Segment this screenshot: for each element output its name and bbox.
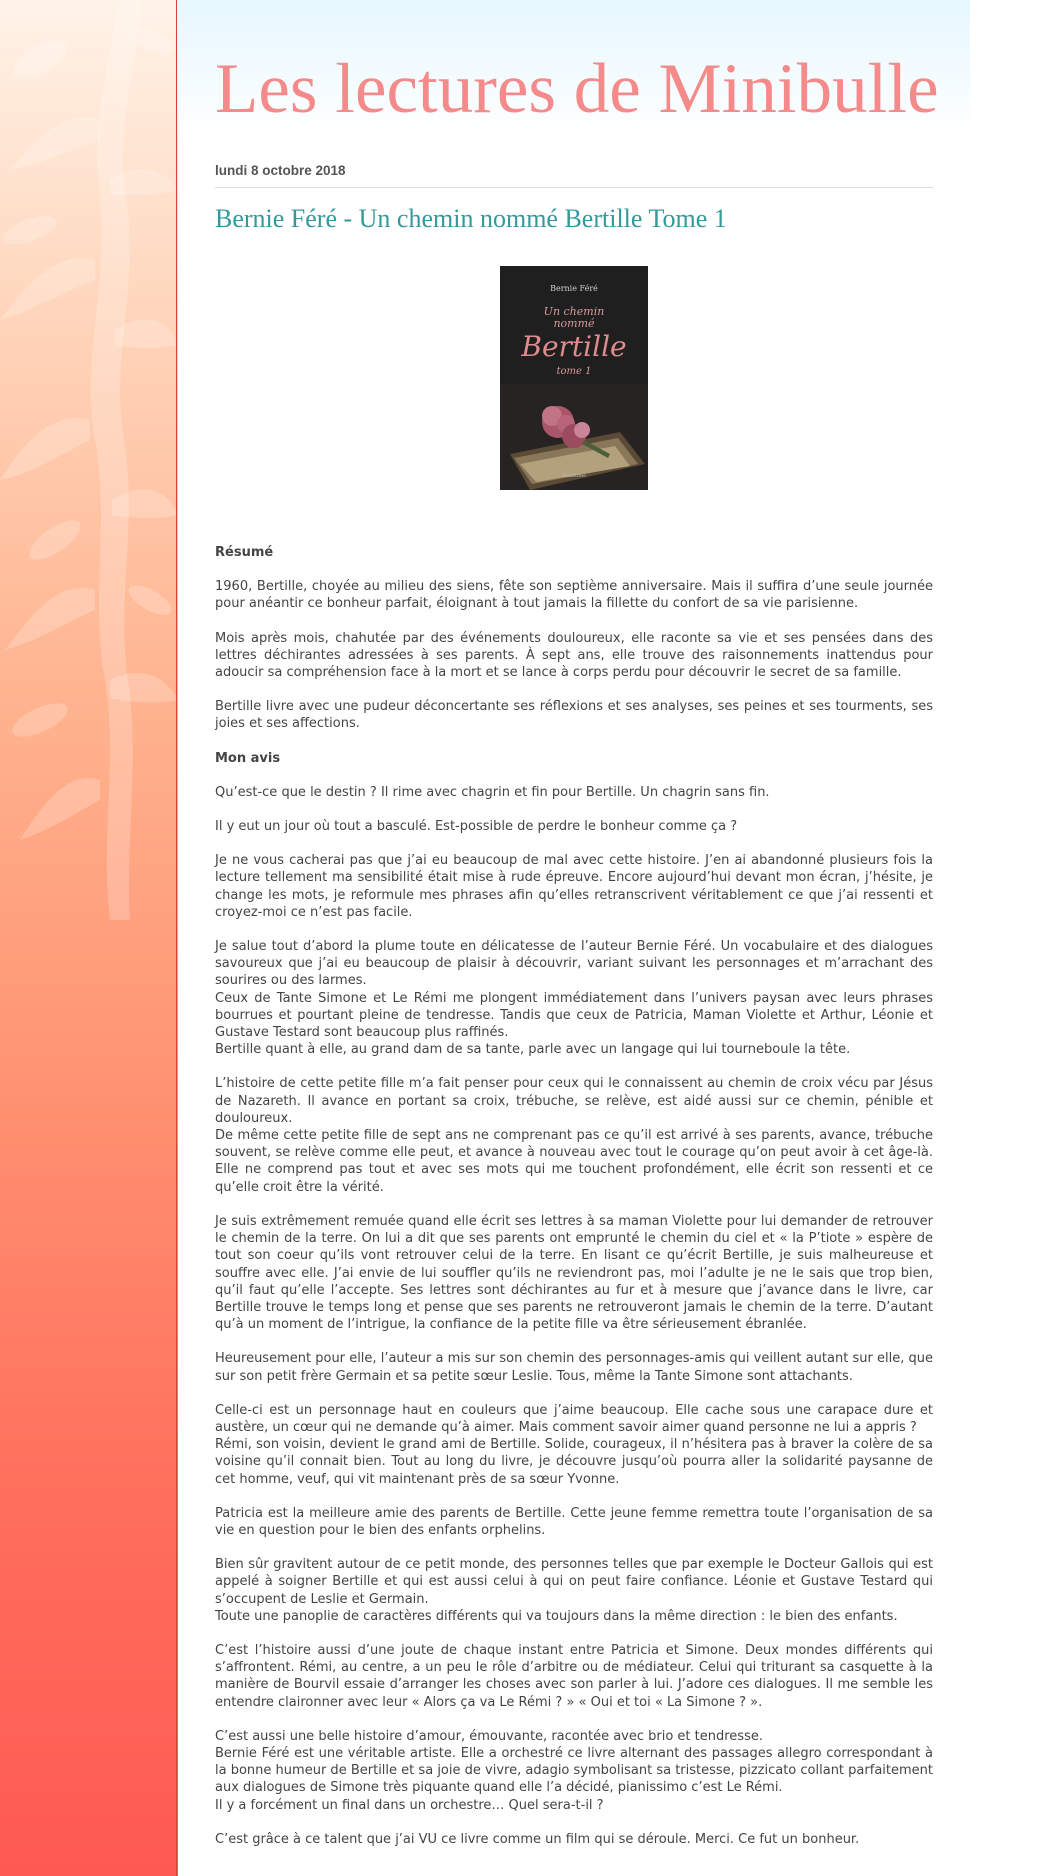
body-paragraph: Celle-ci est un personnage haut en couleurs que j’aime beaucoup. Elle cache sous une carapace dure et austère, un cœur qui ne demande qu’à aimer. Mais comment savoir aimer quand personne ne lui a appris ? bbox=[215, 1402, 933, 1435]
body-paragraph: Toute une panoplie de caractères différents qui va toujours dans la même direction : le bien des enfants. bbox=[215, 1608, 898, 1624]
paragraph-spacer bbox=[215, 733, 933, 750]
body-paragraph: Je ne vous cacherai pas que j’ai eu beaucoup de mal avec cette histoire. J’en ai abandonné plusieurs fois la lecture tellement ma sensibilité était mise à rude épreuve. Encore aujourd’hui devant mon écran, j’hésite, je change les mots, je reformule mes phrases afin qu’elles retranscrivent véritablement ce que j’ai ressenti et croyez-moi ce n’est pas facile. bbox=[215, 853, 933, 920]
cover-volume: tome 1 bbox=[556, 366, 592, 377]
blog-title[interactable]: Les lectures de Minibulle bbox=[215, 50, 939, 128]
paragraph-spacer bbox=[215, 835, 933, 852]
cover-title-main: Bertille bbox=[521, 330, 627, 363]
book-cover-image[interactable] bbox=[500, 266, 648, 490]
paragraph-spacer bbox=[215, 801, 933, 818]
paragraph-spacer bbox=[215, 1488, 933, 1505]
cover-author: Bernie Féré bbox=[550, 284, 598, 293]
body-paragraph: C’est grâce à ce talent que j’ai VU ce livre comme un film qui se déroule. Merci. Ce fut un bonheur. bbox=[215, 1831, 860, 1847]
body-paragraph: Il y a forcément un final dans un orchestre… Quel sera-t-il ? bbox=[215, 1797, 604, 1813]
body-paragraph: Rémi, son voisin, devient le grand ami de Bertille. Solide, courageux, il n’hésitera pas à braver la colère de sa voisine qu’il connait bien. Tout au long du livre, je découvre jusqu’où pourra aller la solidarité paysanne de cet homme, veuf, qui vit maintenant près de sa sœur Yvonne. bbox=[215, 1437, 933, 1487]
body-paragraph: Qu’est-ce que le destin ? Il rime avec chagrin et fin pour Bertille. Un chagrin sans fin. bbox=[215, 784, 770, 800]
section-heading: Résumé bbox=[215, 545, 274, 560]
paragraph-spacer bbox=[215, 1333, 933, 1350]
paragraph-spacer bbox=[215, 1058, 933, 1075]
body-paragraph: C’est aussi une belle histoire d’amour, émouvante, racontée avec brio et tendresse. bbox=[215, 1728, 763, 1744]
body-paragraph: 1960, Bertille, choyée au milieu des siens, fête son septième anniversaire. Mais il suffira d’une seule journée pour anéantir ce bonheur parfait, éloignant à tout jamais la fillette du confort de sa vie parisienne. bbox=[215, 579, 933, 612]
decorative-sidebar bbox=[0, 0, 178, 1876]
body-paragraph: Il y eut un jour où tout a basculé. Est-possible de perdre le bonheur comme ça ? bbox=[215, 819, 738, 835]
body-paragraph: Bertille livre avec une pudeur déconcertante ses réflexions et ses analyses, ses peines et ses tourments, ses joies et ses affections. bbox=[215, 699, 933, 732]
body-paragraph: Mois après mois, chahutée par des événements douloureux, elle raconte sa vie et ses pensées dans des lettres déchirantes adressées à ses parents. À sept ans, elle trouve des raisonnements inattendus pour adoucir sa compréhension face à la mort et se lance à corps perdu pour découvrir le secret de sa famille. bbox=[215, 630, 933, 681]
paragraph-spacer bbox=[215, 681, 933, 698]
section-heading: Mon avis bbox=[215, 750, 281, 766]
body-paragraph: De même cette petite fille de sept ans ne comprenant pas ce qu’il est arrivé à ses parents, avance, trébuche souvent, se relève comme elle peut, et avance à nouveau avec tout le courage qu’on peut avoir à cet âge-là. Elle ne comprend pas tout et avec ses mots qui me touchent profondément, elle écrit son ressenti et ce qu’elle croit être la vérité. bbox=[215, 1128, 933, 1195]
paragraph-spacer bbox=[215, 613, 933, 630]
paragraph-spacer bbox=[215, 1385, 933, 1402]
paragraph-spacer bbox=[215, 921, 933, 938]
body-paragraph: Heureusement pour elle, l’auteur a mis sur son chemin des personnages-amis qui veillent autant sur elle, que sur son petit frère Germain et sa petite sœur Leslie. Tous, même la Tante Simone sont attachants. bbox=[215, 1351, 933, 1384]
body-paragraph: Je suis extrêmement remuée quand elle écrit ses lettres à sa maman Violette pour lui demander de retrouver le chemin de la terre. On lui a dit que ses parents ont emprunté le chemin du ciel et « la P’tiote » espère de tout son coeur qu’ils vont retrouver celui de la terre. En lisant ce qu’écrit Bertille, je suis malheureuse et souffre avec elle. J’ai envie de lui souffler qu’ils ne reviendront pas, moi l’adulte je ne le sais que trop bien, qu’il faut qu’elle l’accepte. Ses lettres sont déchirantes au fur et à mesure que j’avance dans le livre, car Bertille trouve le temps long et pense que ses parents ne retrouveront jamais le chemin de la terre. D’autant qu’à un moment de l’intrigue, la confiance de la petite fille va être sérieusement ébranlée. bbox=[215, 1213, 933, 1333]
paragraph-spacer bbox=[215, 767, 933, 784]
body-paragraph: Patricia est la meilleure amie des parents de Bertille. Cette jeune femme remettra toute l’organisation de sa vie en question pour le bien des enfants orphelins. bbox=[215, 1505, 933, 1538]
post-body bbox=[215, 544, 933, 1848]
sidebar-border bbox=[176, 0, 177, 1876]
paragraph-spacer bbox=[215, 1539, 933, 1556]
body-paragraph: Bertille quant à elle, au grand dam de sa tante, parle avec un langage qui lui tourneboule la tête. bbox=[215, 1042, 851, 1058]
post-date: lundi 8 octobre 2018 bbox=[215, 163, 933, 188]
body-paragraph: Bien sûr gravitent autour de ce petit monde, des personnes telles que par exemple le Docteur Gallois qui est appelé à soigner Bertille et qui est aussi celui à qui on peut faire confiance. Léonie et Gustave Testard qui s’occupent de Leslie et Germain. bbox=[215, 1557, 933, 1607]
post-title[interactable]: Bernie Féré - Un chemin nommé Bertille Tome 1 bbox=[215, 204, 727, 233]
body-paragraph: Bernie Féré est une véritable artiste. Elle a orchestré ce livre alternant des passages allegro correspondant à la bonne humeur de Bertille et sa joie de vivre, adagio symbolisant sa tristesse, pizzicato collant parfaitement aux dialogues de Simone très piquante quand elle l’a décidé, pianissimo c’est Le Rémi. bbox=[215, 1745, 933, 1796]
body-paragraph: Je salue tout d’abord la plume toute en délicatesse de l’auteur Bernie Féré. Un vocabulaire et des dialogues savoureux que j’ai eu beaucoup de plaisir à découvrir, variant suivant les personnages et m’arrachant des sourires ou des larmes. bbox=[215, 939, 933, 989]
cover-title-line2: nommé bbox=[553, 317, 595, 330]
body-paragraph: C’est l’histoire aussi d’une joute de chaque instant entre Patricia et Simone. Deux mondes différents qui s’affrontent. Rémi, au centre, a un peu le rôle d’arbitre ou de médiateur. Celui qui triturant sa casquette à la manière de Bourvil essaie d’arranger les choses avec son parler à lui. J’adore ces dialogues. Il me semble les entendre claironner avec leur « Alors ça va Le Rémi ? » « Oui et toi « La Simone ? ». bbox=[215, 1642, 933, 1710]
cover-title-line1: Un chemin bbox=[543, 305, 605, 318]
cover-publisher: Amalthée bbox=[561, 473, 587, 479]
body-paragraph: L’histoire de cette petite fille m’a fait penser pour ceux qui le connaissent au chemin de croix vécu par Jésus de Nazareth. Il avance en portant sa croix, trébuche, se relève, est aidé aussi sur ce chemin, pénible et douloureux. bbox=[215, 1076, 933, 1126]
body-paragraph: Ceux de Tante Simone et Le Rémi me plongent immédiatement dans l’univers paysan avec leurs phrases bourrues et pourtant pleine de tendresse. Tandis que ceux de Patricia, Maman Violette et Arthur, Léonie et Gustave Testard sont beaucoup plus raffinés. bbox=[215, 990, 933, 1041]
paragraph-spacer bbox=[215, 1196, 933, 1213]
leaf-silhouette-decoration bbox=[0, 0, 178, 1876]
paragraph-spacer bbox=[215, 561, 933, 578]
paragraph-spacer bbox=[215, 1711, 933, 1728]
paragraph-spacer bbox=[215, 1625, 933, 1642]
paragraph-spacer bbox=[215, 1814, 933, 1831]
